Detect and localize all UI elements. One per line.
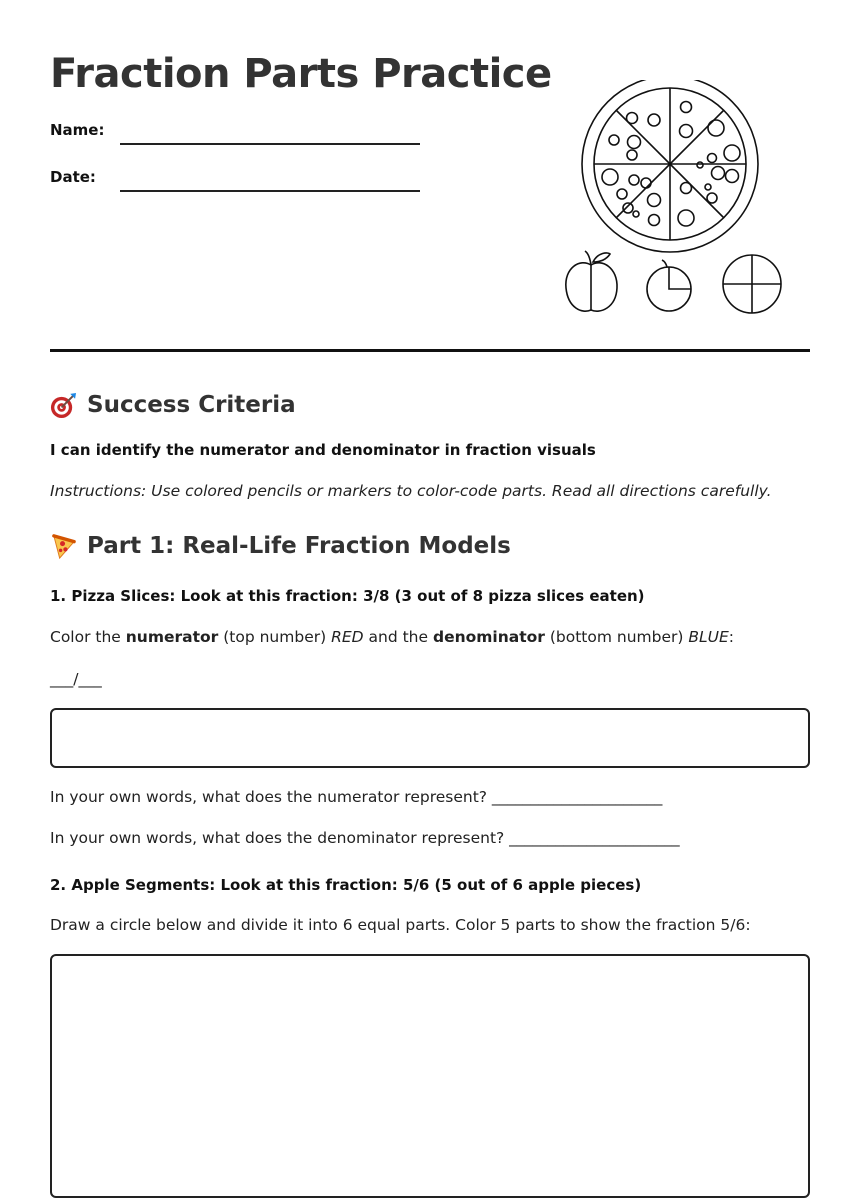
header-illustration <box>560 80 800 320</box>
name-label: Name: <box>50 121 105 139</box>
part1-heading <box>50 531 511 561</box>
apple-illustration <box>566 251 617 311</box>
success-criteria-title: Success Criteria <box>87 392 296 418</box>
blank-fraction: ___/___ <box>50 670 102 688</box>
circle-fourths-illustration <box>723 255 781 313</box>
pizza-slice-icon <box>50 533 77 560</box>
part1-title: Part 1: Real-Life Fraction Models <box>87 533 511 559</box>
q2-instruction: Draw a circle below and divide it into 6 equal parts. Color 5 parts to show the fraction 5/6: <box>50 916 751 934</box>
page-title: Fraction Parts Practice <box>50 51 552 97</box>
pizza-illustration <box>582 80 758 252</box>
denominator-note: (bottom number) <box>544 628 689 646</box>
header-divider <box>50 349 810 352</box>
date-field[interactable] <box>120 190 420 192</box>
red-word: RED <box>331 628 364 646</box>
denominator-word: denominator <box>432 628 545 646</box>
numerator-question: In your own words, what does the numerator represent? ______________________ <box>50 788 663 806</box>
success-criteria-heading <box>50 390 296 420</box>
success-criterion: I can identify the numerator and denominator in fraction visuals <box>50 441 596 459</box>
and-the-text: and the <box>363 628 433 646</box>
q2-title: 2. Apple Segments: Look at this fraction: 5/6 (5 out of 6 apple pieces) <box>50 876 642 894</box>
circle-quarter-illustration <box>647 260 691 311</box>
colon-text: : <box>728 628 735 646</box>
q1-answer-box[interactable] <box>50 708 810 768</box>
blue-word: BLUE <box>688 628 729 646</box>
numerator-word: numerator <box>125 628 219 646</box>
target-icon <box>50 392 77 419</box>
q1-color-intro: Color the <box>50 628 126 646</box>
q1-color-instruction <box>50 628 734 646</box>
instructions-text: Instructions: Use colored pencils or markers to color-code parts. Read all directions carefully. <box>50 482 772 500</box>
q1-title: 1. Pizza Slices: Look at this fraction: 3/8 (3 out of 8 pizza slices eaten) <box>50 587 645 605</box>
denominator-question: In your own words, what does the denominator represent? ______________________ <box>50 829 680 847</box>
name-field[interactable] <box>120 143 420 145</box>
q2-drawing-box[interactable] <box>50 954 810 1198</box>
date-label: Date: <box>50 168 96 186</box>
numerator-note: (top number) <box>218 628 332 646</box>
